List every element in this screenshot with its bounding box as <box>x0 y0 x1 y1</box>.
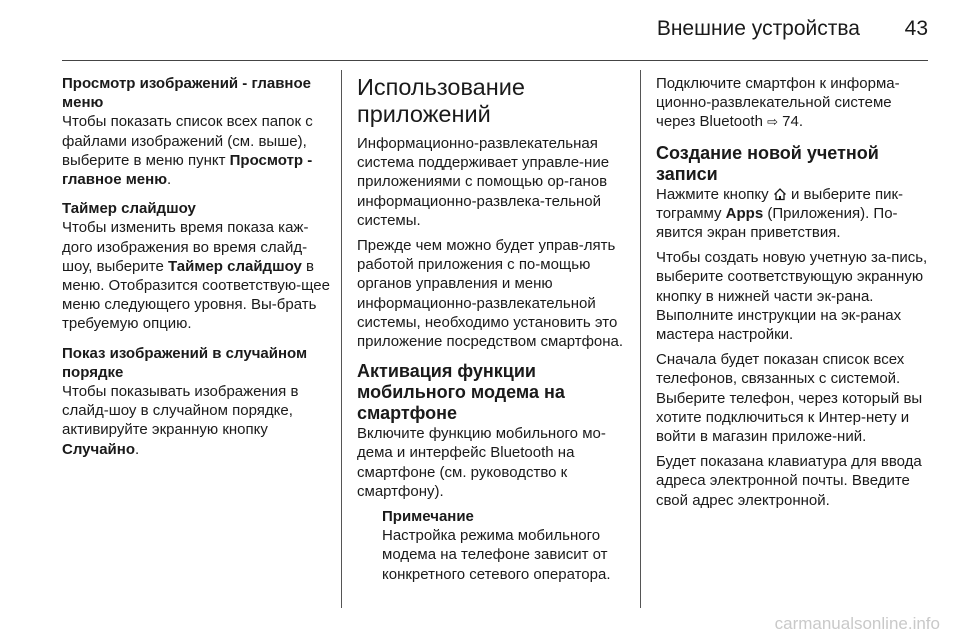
note-title: Примечание <box>382 508 474 526</box>
watermark: carmanualsonline.info <box>774 614 940 633</box>
page-header-title: Внешние устройства <box>656 17 860 40</box>
section-title-slideshow-timer: Таймер слайдшоу <box>62 200 196 218</box>
text: . <box>135 440 140 458</box>
paragraph <box>656 185 928 243</box>
page-number: 43 <box>904 17 928 40</box>
section-text-browse <box>62 112 330 189</box>
arrow-right-icon: ⇨ <box>767 115 779 131</box>
text: Чтобы показать список всех папок с файлами изображений (см. выше), выберите в меню пункт <box>62 113 313 169</box>
subsection-title-hotspot: Активация функции мобильного модема на смартфоне <box>357 361 565 424</box>
paragraph: Прежде чем можно будет управ-лять работой приложения с по-мощью органов управления и меню информационно-развлекательной системы, необходимо установить это приложение посредством смартфона. <box>357 237 624 351</box>
section-title-shuffle: Показ изображений в случайном порядке <box>62 344 308 381</box>
text: Нажмите кнопку <box>656 185 773 203</box>
middle-column <box>357 74 625 584</box>
text: и выберите пик-тограмму <box>656 185 904 222</box>
paragraph: Информационно-развлекательная система поддерживает управле-ние приложениями с помощью ор-ганов информационно-развлека-тельной системы. <box>357 135 610 229</box>
section-title-apps: Использование приложений <box>357 74 525 127</box>
paragraph: Чтобы создать новую учетную за-пись, выберите соответствующую экранную кнопку в нижней части эк-рана. Выполните инструкции на эк-ранах мастера настройки. <box>656 249 928 344</box>
column-divider-left <box>341 70 342 608</box>
section-text-shuffle <box>62 382 330 459</box>
text: в меню. Отобразится соответствую-щее меню следующего уровня. Вы-брать требуемую опцию. <box>62 257 330 333</box>
note-text: Настройка режима мобильного модема на телефоне зависит от конкретного сетевого оператора. <box>382 527 611 583</box>
text: Подключите смартфон к информа-ционно-развлекательной системе через Bluetooth <box>656 75 900 131</box>
right-column <box>656 74 928 510</box>
page-reference: 74. <box>778 113 804 131</box>
button-label-shuffle: Случайно <box>62 440 136 458</box>
paragraph <box>656 74 928 133</box>
paragraph: Будет показана клавиатура для ввода адреса электронной почты. Введите свой адрес электронной. <box>656 453 922 509</box>
section-title-browse: Просмотр изображений - главное меню <box>62 75 311 112</box>
header-divider <box>62 60 928 61</box>
left-column <box>62 74 330 459</box>
icon-label-apps: Apps <box>725 204 764 222</box>
subsection-title-new-account: Создание новой учетной записи <box>656 142 879 184</box>
text: (Приложения). По-явится экран приветствия. <box>656 204 898 242</box>
paragraph: Включите функцию мобильного мо-дема и интерфейс Bluetooth на смартфоне (см. руководство к смартфону). <box>357 425 606 500</box>
note-box <box>357 507 625 584</box>
text: . <box>167 171 172 189</box>
menu-item-browse-main: Просмотр - главное меню <box>62 151 313 189</box>
home-icon <box>773 187 787 201</box>
text: Чтобы показывать изображения в слайд-шоу в случайном порядке, активируйте экранную кнопку <box>62 383 299 439</box>
menu-item-slideshow-timer: Таймер слайдшоу <box>168 257 302 275</box>
text: Чтобы изменить время показа каж-дого изображения во время слайд-шоу, выберите <box>62 219 309 275</box>
section-text-slideshow-timer <box>62 218 330 333</box>
paragraph: Сначала будет показан список всех телефонов, связанных с системой. Выберите телефон, через который вы хотите подключиться к Интер-нету и войти в магазин приложе-ний. <box>656 351 923 446</box>
column-divider-right <box>640 70 641 608</box>
